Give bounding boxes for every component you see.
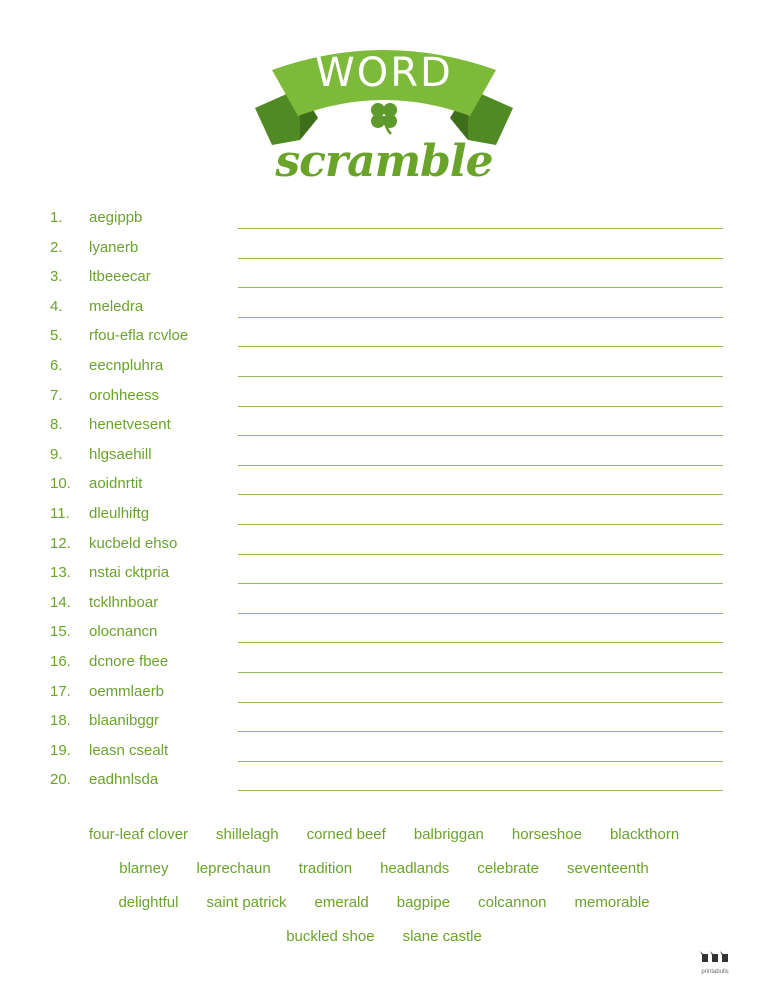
- scrambled-word: oemmlaerb: [89, 682, 165, 700]
- answer-line[interactable]: [238, 672, 723, 673]
- scrambled-word: henetvesent: [89, 416, 171, 434]
- item-number: 12.: [50, 534, 71, 552]
- word-bank-item: leprechaun: [196, 860, 271, 877]
- item-number: 2.: [50, 238, 63, 256]
- clover-icon: [367, 100, 401, 136]
- logo-text: printabulls: [701, 969, 729, 975]
- word-bank-item: bagpipe: [396, 894, 451, 911]
- scrambled-word: lyanerb: [89, 238, 139, 256]
- scramble-row: [0, 736, 768, 766]
- item-number: 8.: [50, 416, 63, 434]
- answer-line[interactable]: [238, 583, 723, 584]
- answer-line[interactable]: [238, 406, 723, 407]
- scramble-row: [0, 588, 768, 618]
- scrambled-word: leasn csealt: [89, 741, 169, 759]
- answer-line[interactable]: [238, 317, 723, 318]
- scramble-row: [0, 469, 768, 499]
- word-bank-row: [40, 852, 728, 886]
- scrambled-word: tcklhnboar: [89, 593, 159, 611]
- word-bank-item: tradition: [298, 860, 353, 877]
- item-number: 15.: [50, 623, 71, 641]
- word-bank-item: horseshoe: [511, 826, 582, 843]
- scrambled-word: eadhnlsda: [89, 771, 159, 789]
- word-bank-item: blarney: [119, 860, 169, 877]
- word-bank: [40, 818, 728, 954]
- scramble-row: [0, 529, 768, 559]
- bull-logo-icon: [700, 951, 730, 963]
- item-number: 6.: [50, 356, 63, 374]
- answer-line[interactable]: [238, 761, 723, 762]
- item-number: 5.: [50, 327, 63, 345]
- word-bank-item: shillelagh: [216, 826, 279, 843]
- scramble-row: [0, 351, 768, 381]
- item-number: 16.: [50, 652, 71, 670]
- scramble-row: [0, 410, 768, 440]
- answer-line[interactable]: [238, 435, 723, 436]
- word-bank-item: slane castle: [402, 928, 482, 945]
- item-number: 1.: [50, 209, 63, 226]
- word-bank-row: [40, 920, 728, 954]
- answer-line[interactable]: [238, 287, 723, 288]
- answer-line[interactable]: [238, 228, 723, 229]
- scramble-row: [0, 381, 768, 411]
- scrambled-word: blaanibggr: [89, 712, 160, 730]
- scrambled-word: aoidnrtit: [89, 475, 143, 493]
- scramble-row: [0, 765, 768, 795]
- word-bank-item: blackthorn: [609, 826, 680, 843]
- item-number: 18.: [50, 712, 71, 730]
- item-number: 17.: [50, 682, 71, 700]
- answer-line[interactable]: [238, 790, 723, 791]
- scrambled-word: aegippb: [89, 209, 143, 226]
- word-bank-item: emerald: [314, 894, 369, 911]
- scrambled-word: olocnancn: [89, 623, 158, 641]
- answer-line[interactable]: [238, 642, 723, 643]
- item-number: 3.: [50, 268, 63, 286]
- word-bank-row: [40, 818, 728, 852]
- item-number: 10.: [50, 475, 71, 493]
- page-title: WORD: [315, 50, 453, 96]
- word-bank-item: four-leaf clover: [88, 826, 189, 843]
- scramble-row: [0, 321, 768, 351]
- scrambled-word: eecnpluhra: [89, 356, 164, 374]
- item-number: 13.: [50, 564, 71, 582]
- word-bank-item: delightful: [118, 894, 179, 911]
- word-bank-item: saint patrick: [206, 894, 287, 911]
- scrambled-word: nstai cktpria: [89, 564, 170, 582]
- answer-line[interactable]: [238, 524, 723, 525]
- word-bank-item: buckled shoe: [286, 928, 375, 945]
- answer-line[interactable]: [238, 494, 723, 495]
- item-number: 4.: [50, 297, 63, 315]
- answer-line[interactable]: [238, 465, 723, 466]
- answer-line[interactable]: [238, 731, 723, 732]
- scrambled-word: meledra: [89, 297, 144, 315]
- item-number: 7.: [50, 386, 63, 404]
- scrambled-word: rfou-efla rcvloe: [89, 327, 189, 345]
- answer-line[interactable]: [238, 702, 723, 703]
- scrambled-word: ltbeeecar: [89, 268, 151, 286]
- scramble-row: [0, 262, 768, 292]
- word-bank-item: balbriggan: [413, 826, 484, 843]
- brand-logo: [690, 950, 740, 975]
- item-number: 20.: [50, 771, 71, 789]
- word-bank-item: headlands: [380, 860, 450, 877]
- item-number: 19.: [50, 741, 71, 759]
- word-bank-row: [40, 886, 728, 920]
- page-subtitle: scramble: [275, 136, 493, 187]
- scramble-row: [0, 558, 768, 588]
- scrambled-word: orohheess: [89, 386, 160, 404]
- word-bank-item: celebrate: [477, 860, 540, 877]
- scrambled-word: kucbeld ehso: [89, 534, 178, 552]
- word-bank-item: seventeenth: [567, 860, 649, 877]
- word-bank-item: corned beef: [306, 826, 386, 843]
- scramble-row: [0, 233, 768, 263]
- scramble-row: [0, 440, 768, 470]
- scrambled-word: dcnore fbee: [89, 652, 169, 670]
- scrambled-word: hlgsaehill: [89, 445, 152, 463]
- scramble-row: [0, 203, 768, 233]
- answer-line[interactable]: [238, 258, 723, 259]
- scramble-row: [0, 499, 768, 529]
- scramble-row: [0, 647, 768, 677]
- scramble-row: [0, 292, 768, 322]
- item-number: 14.: [50, 593, 71, 611]
- word-bank-item: colcannon: [478, 894, 547, 911]
- item-number: 11.: [50, 504, 70, 522]
- word-bank-item: memorable: [574, 894, 650, 911]
- item-number: 9.: [50, 445, 63, 463]
- answer-line[interactable]: [238, 554, 723, 555]
- scramble-row: [0, 677, 768, 707]
- scramble-list: [0, 203, 768, 795]
- scramble-row: [0, 706, 768, 736]
- answer-line[interactable]: [238, 613, 723, 614]
- answer-line[interactable]: [238, 376, 723, 377]
- answer-line[interactable]: [238, 346, 723, 347]
- scramble-row: [0, 617, 768, 647]
- header-banner: [0, 0, 768, 200]
- scrambled-word: dleulhiftg: [89, 504, 150, 522]
